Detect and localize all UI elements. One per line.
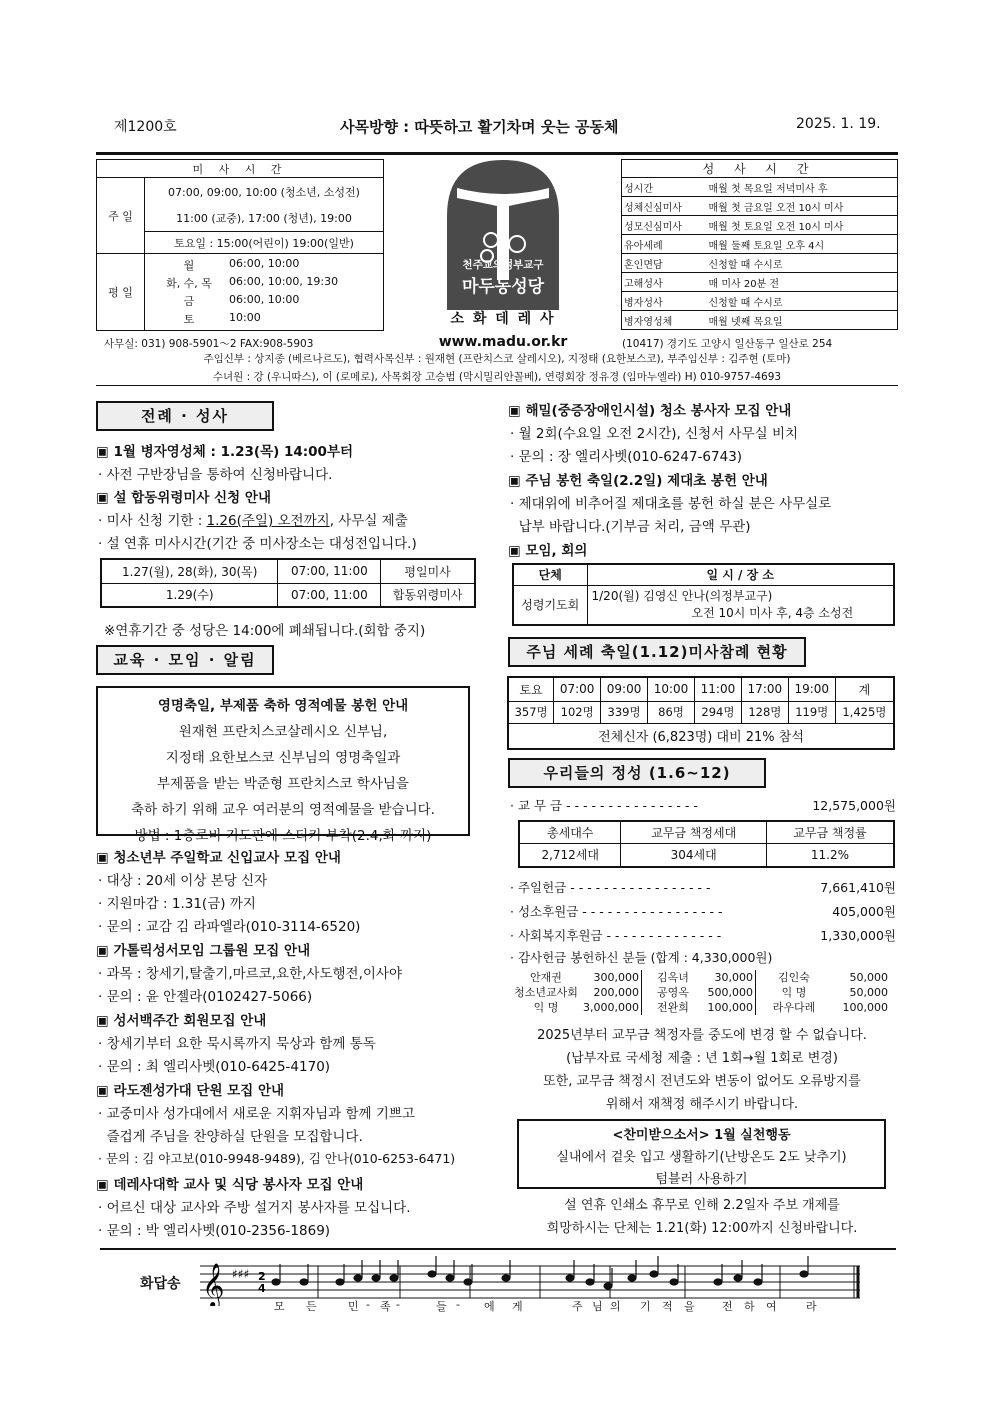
attendance-value: 102명 — [554, 701, 601, 723]
note-head — [464, 1279, 472, 1285]
notice-heading: ▣ 설 합동위령미사 신청 안내 — [96, 490, 272, 506]
lyric-syllable: 든 — [306, 1300, 317, 1313]
psalm-lyrics — [200, 1298, 864, 1316]
lyric-syllable: 님 — [592, 1300, 603, 1313]
sunday-times-1: 07:00, 09:00, 10:00 (청소년, 소성전) — [145, 178, 384, 206]
lyric-syllable: 족 — [380, 1300, 391, 1313]
sacrament-times-table — [621, 159, 898, 330]
notice-line: · 월 2회(수요일 오전 2시간), 신청서 사무실 비치 — [510, 426, 799, 442]
notice-text: · 미사 신청 기한 : — [98, 513, 207, 529]
notice-line: · 문의 : 교감 김 라파엘라(010-3114-6520) — [98, 919, 361, 935]
bulletin-notice: 희망하시는 단체는 1.21(화) 12:00까지 신청바랍니다. — [546, 1221, 858, 1236]
attendance-value: 1,425명 — [835, 701, 894, 723]
lyric-syllable: 하 — [744, 1300, 755, 1313]
sacrament-name: 유아세례 — [622, 235, 707, 254]
thanksgiving-row — [510, 985, 894, 1000]
svg-text:4: 4 — [258, 1282, 266, 1295]
tithe-table — [518, 820, 895, 868]
notice-heading: ▣ 1월 병자영성체 : 1.23(목) 14:00부터 — [96, 444, 354, 460]
note-head — [800, 1271, 808, 1277]
lyric-syllable: 모 — [274, 1300, 285, 1313]
holiday-time: 07:00, 11:00 — [278, 559, 381, 583]
sacrament-time: 매월 둘째 토요일 오후 4시 — [707, 235, 898, 254]
notice-line: · 창세기부터 요한 묵시록까지 묵상과 함께 통독 — [98, 1036, 376, 1052]
weekday-label: 평 일 — [97, 254, 145, 331]
donor-name: 전완희 — [657, 1001, 689, 1014]
weekday-day: 금 — [183, 295, 195, 308]
notice-text: , 사무실 제출 — [329, 513, 408, 529]
section-education: 교육 · 모임 · 알림 — [96, 645, 274, 675]
holiday-time: 07:00, 11:00 — [278, 583, 381, 607]
thanksgiving-heading: · 감사헌금 봉헌하신 분들 (합계 : 4,330,000원) — [510, 950, 773, 965]
donor-name: 안재권 — [530, 971, 562, 984]
contact-rule — [96, 385, 898, 386]
note-head — [372, 1275, 380, 1281]
lyric-syllable: 민 — [348, 1300, 359, 1313]
donor-amount: 50,000 — [849, 986, 888, 999]
note-head — [336, 1279, 344, 1285]
notice-line: 납부 바랍니다.(기부금 처리, 금액 무관) — [510, 519, 751, 535]
sacrament-time: 신청할 때 수시로 — [707, 254, 898, 273]
mass-times-table — [96, 159, 384, 331]
donor-name: 익 명 — [533, 1001, 559, 1014]
lyric-syllable: 들 — [436, 1300, 447, 1313]
deadline-text: 1.26(주일) 오전까지 — [206, 513, 330, 529]
diocese-name: 천주교의정부교구 — [462, 259, 544, 271]
sacrament-name: 병자성사 — [622, 292, 707, 311]
svg-text:𝄞: 𝄞 — [202, 1263, 225, 1306]
attendance-head: 09:00 — [601, 677, 648, 701]
donor-amount: 30,000 — [704, 970, 756, 985]
sacrament-time: 매월 첫 목요일 저녁미사 후 — [707, 178, 898, 197]
tithe-value: 304세대 — [621, 843, 766, 867]
lyric-syllable: 적 — [662, 1300, 673, 1313]
meeting-group: 성령기도회 — [513, 585, 587, 625]
lyric-syllable: - — [366, 1298, 370, 1311]
notice-line: · 사전 구반장님을 통하여 신청바랍니다. — [98, 467, 333, 483]
lyric-syllable: - — [456, 1298, 460, 1311]
notice-line — [98, 509, 408, 529]
lyric-syllable: 의 — [610, 1300, 621, 1313]
sacrament-name: 병자영성체 — [622, 311, 707, 330]
sacrament-time: 매월 첫 금요일 오전 10시 미사 — [707, 197, 898, 216]
offering-line: 방법 : 1층로비 기도판에 스티커 부착(2.4,화 까지) — [134, 828, 432, 844]
bulletin-notice: 설 연휴 인쇄소 휴무로 인해 2.2일자 주보 개제를 — [564, 1198, 840, 1213]
sacrament-name: 고해성사 — [622, 273, 707, 292]
holiday-type: 합동위령미사 — [381, 583, 475, 607]
weekday-time: 10:00 — [229, 311, 261, 324]
donation-label: · 교 무 금 - - - - - - - - - - - - - - - - — [510, 798, 698, 813]
tithe-head: 교무금 책정세대 — [621, 821, 766, 843]
thanksgiving-list — [510, 970, 894, 1015]
tithe-notice: (납부자료 국세청 제출 : 년 1회→월 1회로 변경) — [566, 1051, 838, 1066]
psalm-rule — [100, 1248, 896, 1250]
sacrament-name: 성체신심미사 — [622, 197, 707, 216]
weekday-time: 06:00, 10:00 — [229, 257, 300, 270]
note-head — [670, 1279, 678, 1285]
notice-line: 즐겁게 주님을 찬양하실 단원을 모집합니다. — [98, 1129, 363, 1145]
note-head — [734, 1275, 742, 1281]
donor-name: 공영옥 — [657, 986, 689, 999]
notice-heading: ▣ 모임, 회의 — [508, 543, 588, 559]
address: (10417) 경기도 고양시 일산동구 일산로 254 — [622, 338, 833, 350]
attendance-head: 17:00 — [741, 677, 788, 701]
offering-line: 지정태 요한보스코 신부님의 영명축일과 — [165, 750, 401, 766]
sacrament-time: 매 미사 20분 전 — [707, 273, 898, 292]
holiday-date: 1.27(월), 28(화), 30(목) — [101, 559, 278, 583]
meeting-table — [512, 563, 895, 626]
header-rule — [96, 152, 898, 155]
donor-amount: 100,000 — [704, 1000, 756, 1015]
lyric-syllable: 게 — [512, 1300, 523, 1313]
sunday-label: 주 일 — [97, 178, 145, 254]
section-offerings: 우리들의 정성 (1.6~12) — [508, 758, 766, 788]
lyric-syllable: 에 — [484, 1300, 495, 1313]
notice-heading: ▣ 청소년부 주일학교 신입교사 모집 안내 — [96, 850, 341, 866]
sacrament-time: 신청할 때 수시로 — [707, 292, 898, 311]
note-head — [272, 1279, 280, 1285]
meeting-place: 오전 10시 미사 후, 4층 소성전 — [691, 605, 854, 620]
mass-times-title: 미 사 시 간 — [97, 160, 384, 178]
thanksgiving-row — [510, 970, 894, 985]
motto: 사목방향 : 따뜻하고 활기차며 웃는 공동체 — [340, 118, 619, 136]
holiday-type: 평일미사 — [381, 559, 475, 583]
donor-name: 김옥녀 — [657, 971, 689, 984]
note-head — [300, 1279, 308, 1285]
parish-url[interactable]: www.madu.or.kr — [438, 334, 568, 350]
donor-amount: 500,000 — [704, 985, 756, 1000]
offering-title: 영명축일, 부제품 축하 영적예물 봉헌 안내 — [157, 698, 409, 714]
action-line: 실내에서 겉옷 입고 생활하기(난방온도 2도 낮추기) — [556, 1150, 847, 1165]
donation-label: · 성소후원금 - - - - - - - - - - - - - - - - - — [510, 904, 723, 919]
tithe-head: 총세대수 — [519, 821, 621, 843]
attendance-value: 86명 — [648, 701, 695, 723]
psalm-label: 화답송 — [140, 1276, 181, 1292]
notice-line: · 문의 : 박 엘리사벳(010-2356-1869) — [98, 1223, 331, 1239]
weekday-time: 06:00, 10:00, 19:30 — [229, 275, 339, 288]
attendance-head: 11:00 — [694, 677, 741, 701]
donation-amount: 1,330,000원 — [820, 928, 896, 943]
patron-saint: 소 화 데 레 사 — [450, 311, 556, 327]
meeting-date: 1/20(월) 김영신 안나(의정부교구) — [591, 588, 773, 603]
donor-amount: 100,000 — [842, 1001, 888, 1014]
note-head — [354, 1275, 362, 1281]
donation-amount: 405,000원 — [832, 904, 896, 919]
thanksgiving-row — [510, 1000, 894, 1015]
lyric-syllable: 여 — [766, 1300, 777, 1313]
meeting-head-schedule: 일 시 / 장 소 — [587, 564, 894, 585]
donor-name: 라우다레 — [772, 1001, 816, 1014]
weekday-day: 토 — [183, 313, 195, 326]
notice-line: · 대상 : 20세 이상 본당 신자 — [98, 873, 268, 889]
tithe-notice: 또한, 교무금 책정시 전년도와 변동이 없어도 오류방지를 — [543, 1074, 861, 1089]
notice-line: · 문의 : 최 엘리사벳(010-6425-4170) — [98, 1059, 331, 1075]
attendance-total: 전체신자 (6,823명) 대비 21% 참석 — [508, 723, 894, 749]
attendance-value: 357명 — [508, 701, 554, 723]
action-title: <찬미받으소서> 1월 실천행동 — [612, 1128, 791, 1143]
offering-box — [96, 686, 470, 844]
office-contact: 사무실: 031) 908-5901～2 FAX:908-5903 — [104, 338, 314, 350]
sacrament-name: 성모신심미사 — [622, 216, 707, 235]
laudato-si-box — [517, 1119, 886, 1189]
issue-date: 2025. 1. 19. — [796, 116, 881, 132]
attendance-value: 119명 — [788, 701, 835, 723]
tithe-value: 11.2% — [766, 843, 894, 867]
donation-amount: 12,575,000원 — [812, 798, 896, 813]
weekday-day: 월 — [183, 259, 195, 272]
section-attendance: 주님 세례 축일(1.12)미사참례 현황 — [508, 637, 806, 667]
attendance-head: 계 — [835, 677, 894, 701]
section-liturgy: 전례 · 성사 — [96, 401, 274, 431]
sacrament-time: 매월 넷째 목요일 — [707, 311, 898, 330]
donor-amount: 300,000 — [582, 970, 642, 985]
note-head — [650, 1271, 658, 1277]
note-head — [428, 1271, 436, 1277]
donor-amount: 50,000 — [849, 971, 888, 984]
notice-heading: ▣ 주님 봉헌 축일(2.2일) 제대초 봉헌 안내 — [508, 473, 768, 489]
nuns-line: 수녀원 : 강 (우니따스), 이 (로메로), 사목회장 고승범 (막시밀리안꼴베), 연령회장 정유경 (임마누엘라) H) 010-9757-4693 — [212, 371, 782, 383]
note-head — [390, 1275, 398, 1281]
sacrament-title: 성 사 시 간 — [702, 162, 817, 176]
holiday-date: 1.29(수) — [101, 583, 278, 607]
note-head — [446, 1275, 454, 1281]
offering-line: 부제품을 받는 박준형 프란치스코 학사님을 — [157, 776, 409, 792]
attendance-value: 128명 — [741, 701, 788, 723]
saturday-times: 토요일 : 15:00(어린이) 19:00(일반) — [145, 232, 384, 254]
attendance-head: 07:00 — [554, 677, 601, 701]
meeting-head-group: 단체 — [513, 564, 587, 585]
note-head — [714, 1279, 722, 1285]
donor-name: 청소년교사회 — [514, 986, 578, 999]
svg-text:♯♯♯: ♯♯♯ — [232, 1267, 250, 1281]
notice-line: · 어르신 대상 교사와 주방 설거지 봉사자를 모십니다. — [98, 1200, 411, 1216]
notice-line: · 문의 : 장 엘리사벳(010-6247-6743) — [510, 449, 743, 465]
notice-heading: ▣ 성서백주간 회원모집 안내 — [96, 1013, 267, 1029]
donor-amount: 3,000,000 — [582, 1000, 642, 1015]
notice-line: · 문의 : 윤 안젤라(0102427-5066) — [98, 989, 313, 1005]
svg-text:2: 2 — [258, 1270, 266, 1283]
sacrament-name: 성시간 — [622, 178, 707, 197]
donation-label: · 사회복지후원금 - - - - - - - - - - - - - - — [510, 928, 722, 943]
notice-line: · 문의 : 김 야고보(010-9948-9489), 김 안나(010-6253-6471) — [98, 1151, 456, 1166]
note-head — [566, 1275, 574, 1281]
tithe-notice: 위해서 재책정 해주시기 바랍니다. — [605, 1097, 799, 1112]
donor-name: 김인숙 — [778, 971, 810, 984]
notice-line: · 제대위에 비추어질 제대초를 봉헌 하실 분은 사무실로 — [510, 496, 832, 512]
notice-line: · 지원마감 : 1.31(금) 까지 — [98, 896, 256, 912]
tithe-head: 교무금 책정률 — [766, 821, 894, 843]
donation-amount: 7,661,410원 — [820, 880, 896, 895]
sunday-times-2: 11:00 (교중), 17:00 (청년), 19:00 — [145, 206, 384, 232]
sacrament-name: 혼인면담 — [622, 254, 707, 273]
attendance-value: 339명 — [601, 701, 648, 723]
attendance-head: 19:00 — [788, 677, 835, 701]
attendance-value: 294명 — [694, 701, 741, 723]
offering-line: 축하 하기 위해 교우 여러분의 영적예물을 받습니다. — [131, 802, 435, 818]
parish-logo — [447, 160, 559, 310]
closure-note: ※연휴기간 중 성당은 14:00에 폐쇄됩니다.(회합 중지) — [104, 623, 426, 639]
notice-line: · 설 연휴 미사시간(기간 중 미사장소는 대성전입니다.) — [98, 536, 417, 552]
note-head — [502, 1275, 510, 1281]
attendance-table — [507, 676, 895, 750]
lyric-syllable: 기 — [640, 1300, 651, 1313]
tithe-notice: 2025년부터 교무금 책정자를 중도에 변경 할 수 없습니다. — [537, 1028, 867, 1043]
donation-label: · 주일헌금 - - - - - - - - - - - - - - - - - — [510, 880, 711, 895]
weekday-time: 06:00, 10:00 — [229, 293, 300, 306]
weekday-day: 화, 수, 목 — [166, 277, 212, 290]
notice-line: · 과목 : 창세기,탈출기,마르코,요한,사도행전,이사야 — [98, 966, 402, 982]
note-head — [628, 1275, 636, 1281]
lyric-syllable: 주 — [572, 1300, 583, 1313]
note-head — [754, 1279, 762, 1285]
lyric-syllable: - — [396, 1298, 400, 1311]
attendance-head: 토요 — [508, 677, 554, 701]
notice-heading: ▣ 해밀(중증장애인시설) 청소 봉사자 모집 안내 — [508, 403, 792, 419]
issue-number: 제1200호 — [114, 119, 177, 135]
attendance-head: 10:00 — [648, 677, 695, 701]
lyric-syllable: 을 — [684, 1300, 695, 1313]
notice-heading: ▣ 데레사대학 교사 및 식당 봉사자 모집 안내 — [96, 1177, 364, 1193]
notice-line: · 교중미사 성가대에서 새로운 지휘자님과 함께 기쁘고 — [98, 1106, 415, 1122]
donor-amount: 200,000 — [582, 985, 642, 1000]
donor-name: 익 명 — [781, 986, 807, 999]
notice-heading: ▣ 가톨릭성서모임 그룹원 모집 안내 — [96, 943, 311, 959]
tithe-value: 2,712세대 — [519, 843, 621, 867]
notice-heading: ▣ 라도젠성가대 단원 모집 안내 — [96, 1083, 285, 1099]
holiday-mass-table — [100, 558, 476, 608]
sacrament-time: 매월 첫 토요일 오전 10시 미사 — [707, 216, 898, 235]
note-head — [586, 1279, 594, 1285]
parish-name: 마두동성당 — [461, 277, 545, 297]
priests-line: 주임신부 : 상지종 (베르나르도), 협력사목신부 : 원재현 (프란치스코 살레시오), 지정태 (요한보스코), 부주임신부 : 김주현 (토마) — [203, 353, 791, 365]
lyric-syllable: 라 — [806, 1300, 817, 1313]
note-head — [604, 1283, 612, 1289]
action-line: 텀블러 사용하기 — [655, 1172, 748, 1187]
offering-line: 원재현 프란치스코살레시오 신부님, — [178, 724, 388, 740]
lyric-syllable: 전 — [722, 1300, 733, 1313]
